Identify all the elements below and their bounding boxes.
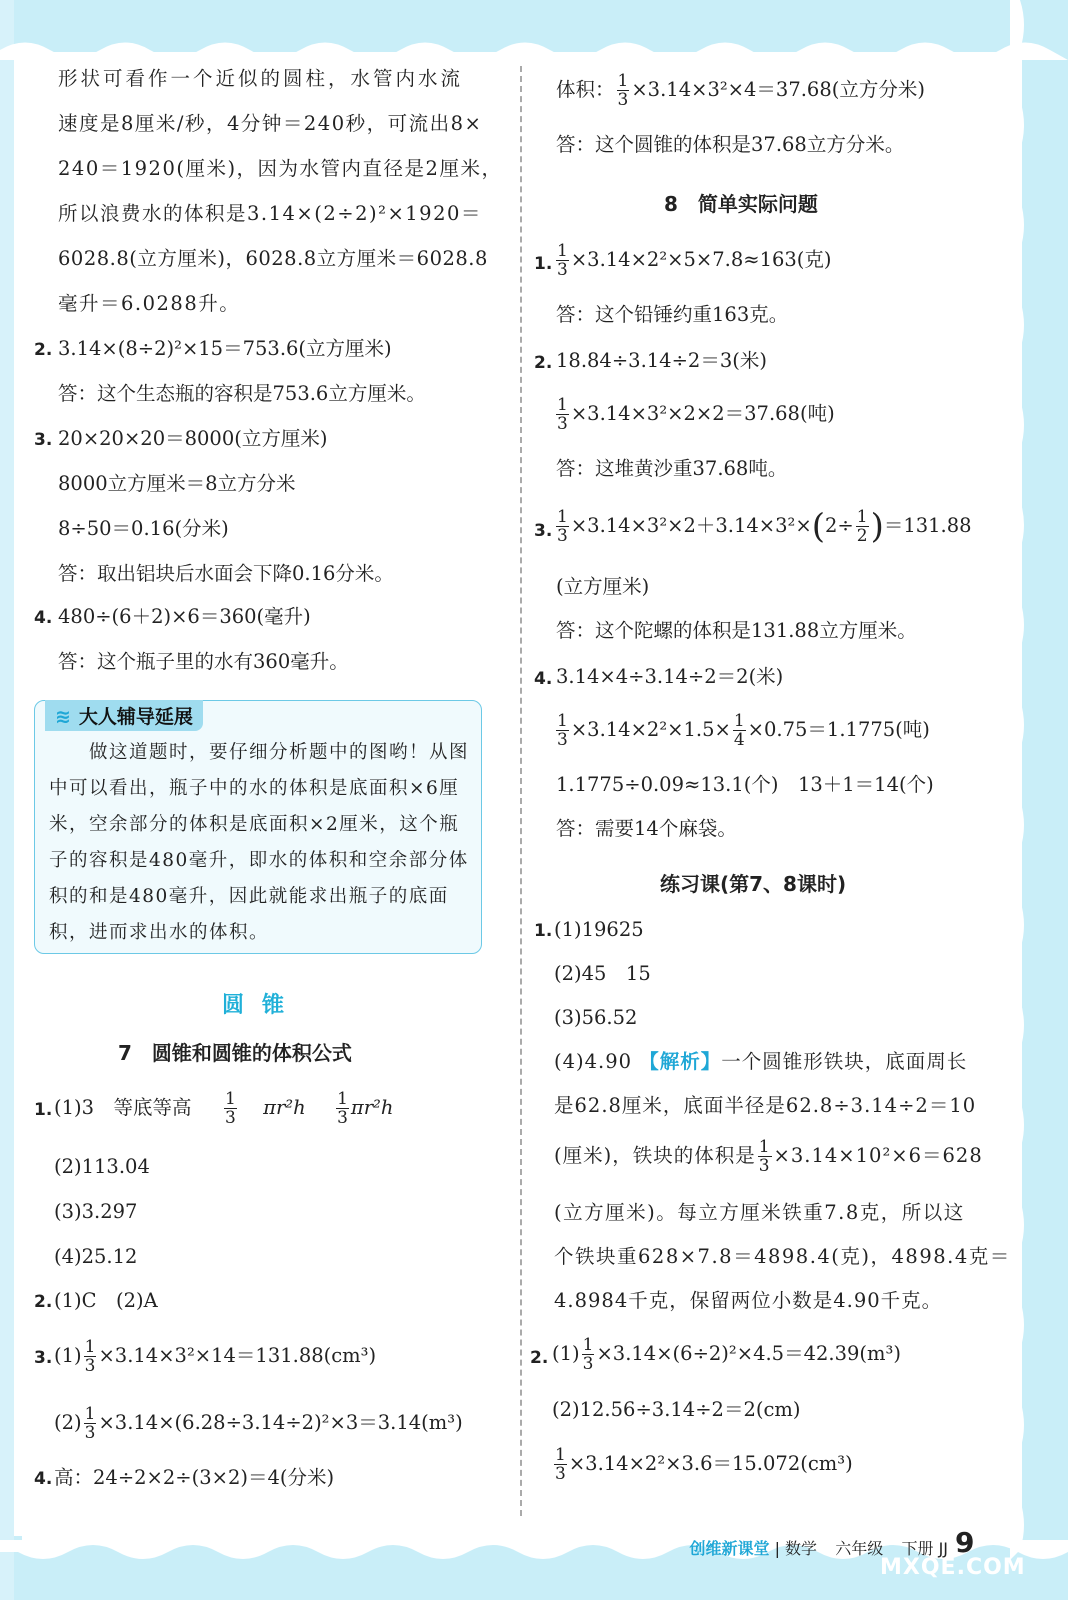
- answer-line: (1)19625: [554, 918, 644, 941]
- fraction: $\frac{1}{3}$: [557, 241, 568, 280]
- lesson-title: 8 简单实际问题: [664, 192, 818, 216]
- page-number: 9: [955, 1526, 975, 1559]
- intro-line: 6028.8(立方厘米)，6028.8立方厘米＝6028.8: [58, 247, 488, 270]
- answer-line: 18.84÷3.14÷2＝3(米): [556, 349, 767, 372]
- question-number: 3.: [34, 430, 53, 450]
- answer-line: (2) $\frac{1}{3}$ ×3.14×(6.28÷3.14÷2)²×3＝3.14(m³): [54, 1404, 463, 1443]
- question-number: 1.: [34, 1100, 53, 1120]
- answer-line: 20×20×20＝8000(立方厘米): [58, 427, 328, 450]
- answer-line: $\frac{1}{3}$ ×3.14×2²×3.6＝15.072(cm³): [555, 1445, 853, 1484]
- answer-line: (3)3.297: [54, 1200, 138, 1223]
- column-divider: [520, 66, 522, 1516]
- practice-title: 练习课(第7、8课时): [660, 872, 847, 896]
- footer-grade: 六年级: [835, 1539, 884, 1558]
- answer-line: (4)25.12: [54, 1245, 138, 1268]
- answer-line: (立方厘米): [556, 575, 650, 598]
- question-number: 4.: [34, 608, 53, 628]
- answer-line: 答：这个铅锤约重163克。: [556, 303, 789, 326]
- answer-line: 答：这个圆锥的体积是37.68立方分米。: [556, 133, 905, 156]
- intro-line: 形状可看作一个近似的圆柱，水管内水流: [58, 67, 464, 90]
- question-number: 2.: [34, 340, 53, 360]
- fraction: $\frac{1}{3}$: [557, 395, 568, 434]
- answer-line: (厘米)，铁块的体积是 $\frac{1}{3}$ ×3.14×10²×6＝628: [554, 1137, 983, 1176]
- answer-line: (1)C (2)A: [54, 1289, 158, 1312]
- answer-line: 1.1775÷0.09≈13.1(个) 13＋1＝14(个): [556, 773, 934, 796]
- answer-line: 8000立方厘米＝8立方分米: [58, 472, 296, 495]
- answer-line: 答：这个生态瓶的容积是753.6立方厘米。: [58, 382, 426, 405]
- intro-line: 毫升＝6.0288升。: [58, 292, 241, 315]
- answer-line: 答：这堆黄沙重37.68吨。: [556, 457, 788, 480]
- question-number: 2.: [34, 1292, 53, 1312]
- fraction: $\frac{1}{3}$: [557, 507, 568, 546]
- answer-line: 高：24÷2×2÷(3×2)＝4(分米): [54, 1466, 335, 1489]
- fraction: $\frac{1}{3}$: [84, 1404, 96, 1443]
- fraction: $\frac{1}{3}$: [337, 1089, 348, 1128]
- fraction: $\frac{1}{3}$: [758, 1137, 771, 1176]
- analysis-tag: 【解析】: [639, 1050, 722, 1073]
- fraction: $\frac{1}{3}$: [84, 1337, 96, 1376]
- answer-line: $\frac{1}{3}$ ×3.14×2²×5×7.8≈163(克): [557, 241, 832, 280]
- left-border: [0, 0, 14, 1600]
- question-number: 4.: [34, 1469, 53, 1489]
- tutor-extension-text: 做这道题时，要仔细分析题中的图哟！从图中可以看出，瓶子中的水的体积是底面积×6厘米，空余部分的体积是底面积×2厘米，这个瓶子的容积是480毫升，即水的体积和空余部分体积的和是480毫升，因此就能求出瓶子的底面积，进而求出水的体积。: [49, 742, 470, 943]
- lesson-title: 7 圆锥和圆锥的体积公式: [118, 1041, 352, 1065]
- answer-line: 3.14×4÷3.14÷2＝2(米): [556, 665, 784, 688]
- fraction: $\frac{1}{4}$: [733, 711, 745, 750]
- answer-line: 480÷(6＋2)×6＝360(毫升): [58, 605, 311, 628]
- answer-line: 答：取出铝块后水面会下降0.16分米。: [58, 562, 394, 585]
- answer-line: (1)3 等底等高 $\frac{1}{3}$ πr²h $\frac{1}{3}$ πr²h: [54, 1089, 394, 1128]
- fraction: $\frac{1}{3}$: [582, 1335, 594, 1374]
- answer-line: 4.8984千克，保留两位小数是4.90千克。: [554, 1289, 943, 1312]
- answer-line: 个铁块重628×7.8＝4898.4(克)，4898.4克＝: [554, 1245, 1011, 1268]
- footer-separator: |: [774, 1539, 780, 1558]
- tutor-extension-box: [34, 700, 482, 954]
- question-number: 2.: [530, 1348, 549, 1368]
- fraction: $\frac{1}{3}$: [555, 1445, 566, 1484]
- answer-line: (2)113.04: [54, 1155, 150, 1178]
- intro-line: 速度是8厘米/秒，4分钟＝240秒，可流出8×: [58, 112, 483, 135]
- answer-line: 答：这个瓶子里的水有360毫升。: [58, 650, 349, 673]
- wave-icon: ≋: [55, 706, 71, 728]
- fraction: $\frac{1}{3}$: [224, 1089, 236, 1128]
- answer-line: $\frac{1}{3}$ ×3.14×3²×2＋3.14×3²×(2÷ $\frac{1}{2}$ )＝131.88: [557, 506, 972, 547]
- answer-line: 是62.8厘米，底面半径是62.8÷3.14÷2＝10: [554, 1094, 977, 1117]
- answer-line: (2)45 15: [554, 962, 651, 985]
- tutor-extension-title: ≋ 大人辅导延展: [45, 700, 203, 731]
- answer-line: 体积： $\frac{1}{3}$ ×3.14×3²×4＝37.68(立方分米): [556, 71, 925, 110]
- answer-line: (3)56.52: [554, 1006, 638, 1029]
- intro-line: 240＝1920(厘米)，因为水管内直径是2厘米，: [58, 157, 503, 180]
- answer-line: (2)12.56÷3.14÷2＝2(cm): [552, 1398, 801, 1421]
- question-number: 2.: [534, 353, 553, 373]
- answer-line: $\frac{1}{3}$ ×3.14×3²×2×2＝37.68(吨): [557, 395, 835, 434]
- question-number: 1.: [534, 921, 553, 941]
- section-title: 圆锥: [222, 993, 303, 1018]
- answer-line: 答：需要14个麻袋。: [556, 817, 737, 840]
- brand-name: 创维新课堂: [689, 1539, 770, 1558]
- fraction: $\frac{1}{3}$: [557, 711, 568, 750]
- question-number: 1.: [534, 254, 553, 274]
- question-number: 3.: [534, 521, 553, 541]
- answer-line: 答：这个陀螺的体积是131.88立方厘米。: [556, 619, 917, 642]
- answer-line: (立方厘米)。每立方厘米铁重7.8克，所以这: [554, 1201, 965, 1224]
- fraction: $\frac{1}{2}$: [856, 507, 868, 546]
- answer-line: (1) $\frac{1}{3}$ ×3.14×(6÷2)²×4.5＝42.39(m³): [552, 1335, 901, 1374]
- answer-line: (4)4.90 【解析】一个圆锥形铁块，底面周长: [554, 1050, 968, 1073]
- fraction: $\frac{1}{3}$: [617, 71, 629, 110]
- question-number: 3.: [34, 1348, 53, 1368]
- answer-line: 8÷50＝0.16(分米): [58, 517, 229, 540]
- footer-edition: JJ: [938, 1539, 948, 1558]
- answer-line: 3.14×(8÷2)²×15＝753.6(立方厘米): [58, 337, 392, 360]
- question-number: 4.: [534, 669, 553, 689]
- intro-line: 所以浪费水的体积是3.14×(2÷2)²×1920＝: [58, 202, 482, 225]
- watermark-text: MXQE.COM: [880, 1555, 1026, 1580]
- answer-line: $\frac{1}{3}$ ×3.14×2²×1.5× $\frac{1}{4}$ ×0.75＝1.1775(吨): [557, 711, 930, 750]
- answer-line: (1) $\frac{1}{3}$ ×3.14×3²×14＝131.88(cm³): [54, 1337, 377, 1376]
- footer-subject: 数学: [785, 1539, 818, 1558]
- footer-term: 下册: [901, 1539, 934, 1558]
